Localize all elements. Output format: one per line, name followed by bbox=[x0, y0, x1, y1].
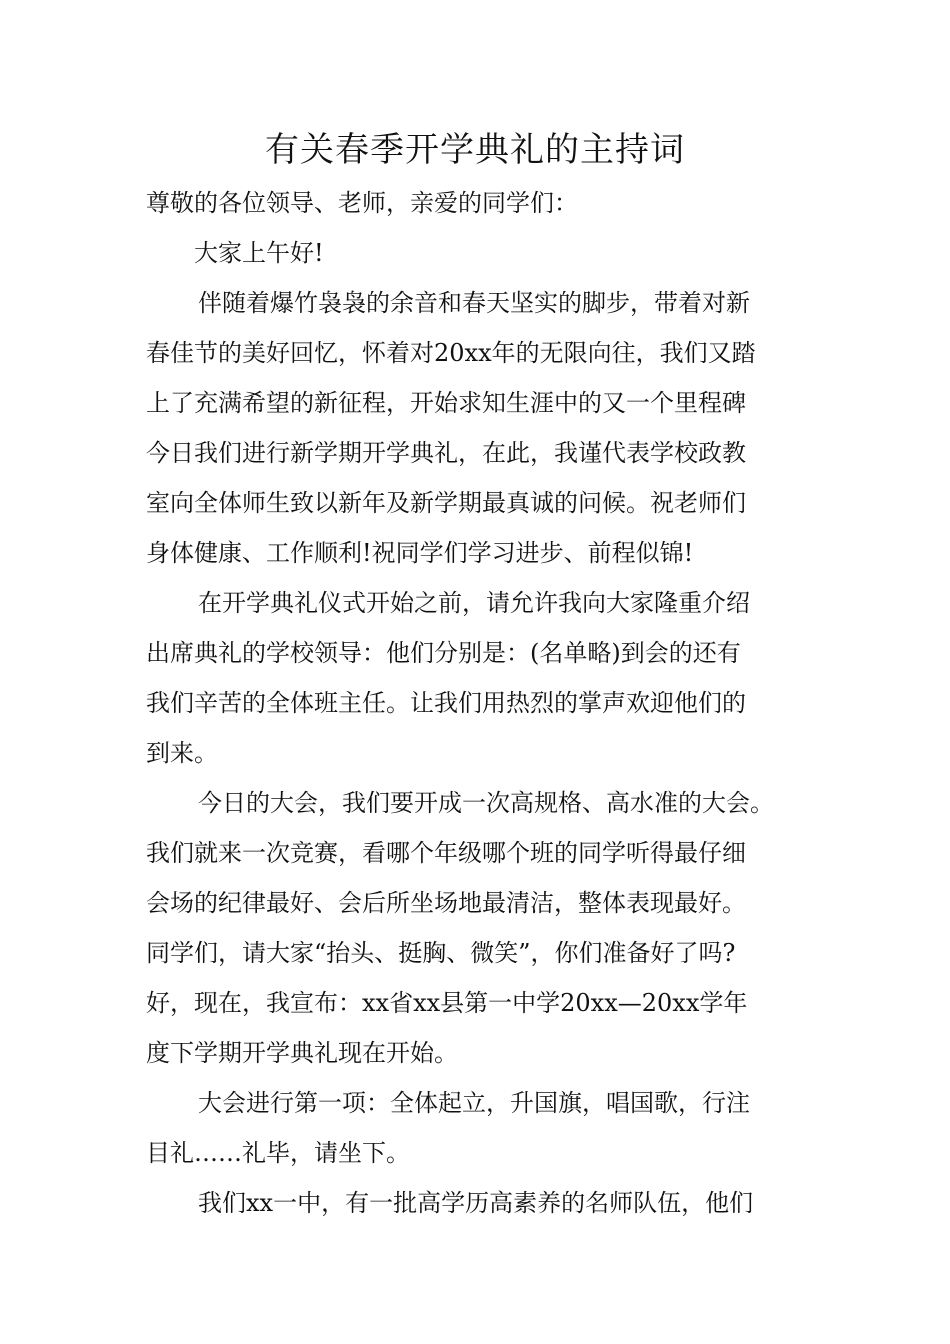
text-line: 我们辛苦的全体班主任。让我们用热烈的掌声欢迎他们的 bbox=[146, 689, 746, 717]
text-line: 会场的纪律最好、会后所坐场地最清洁，整体表现最好。 bbox=[146, 889, 746, 917]
text-line: 尊敬的各位领导、老师，亲爱的同学们： bbox=[146, 189, 578, 217]
text-line: 春佳节的美好回忆，怀着对20xx年的无限向往，我们又踏 bbox=[146, 339, 756, 367]
text-line: 今日我们进行新学期开学典礼，在此，我谨代表学校政教 bbox=[146, 439, 746, 467]
text-line: 出席典礼的学校领导：他们分别是：(名单略)到会的还有 bbox=[146, 639, 741, 667]
document-body bbox=[146, 178, 806, 1228]
text-line: 今日的大会，我们要开成一次高规格、高水准的大会。 bbox=[198, 789, 774, 817]
text-line: 好，现在，我宣布：xx省xx县第一中学20xx—20xx学年 bbox=[146, 989, 748, 1017]
text-line: 我们就来一次竞赛，看哪个年级哪个班的同学听得最仔细 bbox=[146, 839, 746, 867]
text-line: 室向全体师生致以新年及新学期最真诚的问候。祝老师们 bbox=[146, 489, 746, 517]
text-line: 伴随着爆竹袅袅的余音和春天坚实的脚步，带着对新 bbox=[198, 289, 750, 317]
text-line: 在开学典礼仪式开始之前，请允许我向大家隆重介绍 bbox=[198, 589, 750, 617]
text-line: 度下学期开学典礼现在开始。 bbox=[146, 1039, 458, 1067]
text-line: 我们xx一中，有一批高学历高素养的名师队伍，他们 bbox=[198, 1189, 754, 1217]
text-line: 大会进行第一项：全体起立，升国旗，唱国歌，行注 bbox=[198, 1089, 750, 1117]
text-line: 上了充满希望的新征程，开始求知生涯中的又一个里程碑 bbox=[146, 389, 746, 417]
text-line: 目礼……礼毕，请坐下。 bbox=[146, 1139, 410, 1167]
text-line: 同学们，请大家“抬头、挺胸、微笑”，你们准备好了吗? bbox=[146, 939, 736, 967]
text-line: 身体健康、工作顺利!祝同学们学习进步、前程似锦! bbox=[146, 539, 694, 567]
text-line: 大家上午好! bbox=[194, 239, 324, 267]
document-title: 有关春季开学典礼的主持词 bbox=[265, 130, 685, 170]
text-line: 到来。 bbox=[146, 739, 218, 767]
